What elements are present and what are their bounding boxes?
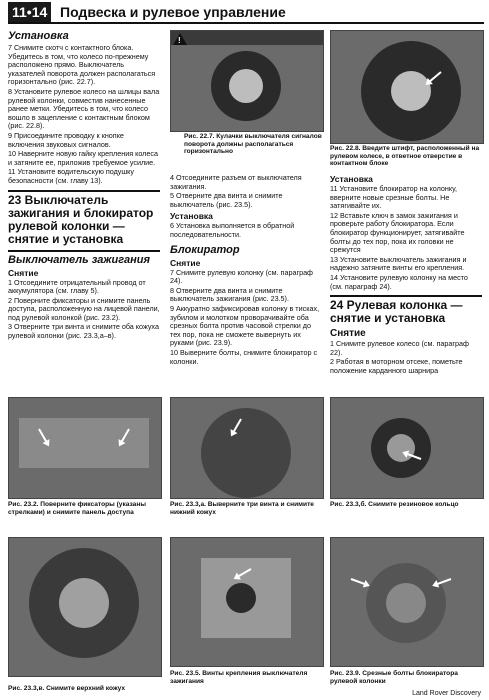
install-heading: Установка <box>8 30 69 42</box>
figure-22-7-photo <box>170 30 324 132</box>
para: 8 Отверните два винта и снимите выключатель зажигания (рис. 23.5). <box>170 285 289 304</box>
removal-heading: Снятие <box>170 257 201 268</box>
page-title: Подвеска и рулевое управление <box>60 4 286 20</box>
figure-23-5-caption: Рис. 23.5. Винты крепления выключателя зажигания <box>170 670 308 685</box>
para: 13 Установите выключатель зажигания и надежно затяните винты его крепления. <box>330 254 467 273</box>
para: 14 Установите рулевую колонку на место (см. параграф 24). <box>330 272 468 291</box>
figure-23-3a-caption: Рис. 23.3,а. Выверните три винта и снимите нижний кожух <box>170 501 314 516</box>
figure-23-3v-photo <box>8 537 162 677</box>
ignition-block <box>8 250 160 341</box>
figure-23-3b-caption: Рис. 23.3,б. Снимите резиновое кольцо <box>330 501 459 508</box>
para: 1 Снимите рулевое колесо (см. параграф 22). <box>330 339 469 357</box>
para: 11 Установите блокиратор на колонку, вверните новые срезные болты. Не затягивайте их. <box>330 184 457 211</box>
column-3 <box>330 172 482 377</box>
para: 4 Отсоедините разъем от выключателя зажигания. <box>170 173 302 191</box>
figure-23-3a-photo <box>170 397 324 499</box>
para: 5 Отверните два винта и снимите выключатель (рис. 23.5). <box>170 191 283 209</box>
para: 10 Выверните болты, снимите блокиратор с колонки. <box>170 347 318 366</box>
para: 2 Поверните фиксаторы и снимите панель доступа, расположенную на лицевой панели, под рулевой колонкой (рис. 23.2). <box>8 295 160 322</box>
figure-23-3b-photo <box>330 397 484 499</box>
figure-22-8-caption: Рис. 22.8. Введите штифт, расположенный на рулевом колесе, в ответное отверстие в контактном блоке <box>330 145 480 168</box>
para: 9 Присоедините проводку к кнопке включения звуковых сигналов. <box>8 130 124 149</box>
figure-23-9-caption: Рис. 23.9. Срезные болты блокиратора рулевой колонки <box>330 670 458 685</box>
para: 12 Вставьте ключ в замок зажигания и проверьте работу блокиратора. Если блокиратор функционирует, затягивайте болты до тех пор, пока их головки не срежутся <box>330 210 465 255</box>
section-24 <box>330 295 482 325</box>
column-1 <box>8 30 160 342</box>
para: 11 Установите водительскую подушку безопасности (см. главу 13). <box>8 167 134 185</box>
header-rule <box>8 22 484 24</box>
para: 3 Отверните три винта и снимите оба кожуха рулевой колонки (рис. 23.3,а–в). <box>8 322 159 341</box>
figure-22-7-caption: Рис. 22.7. Кулачки выключателя сигналов поворота должны располагаться горизонтально <box>184 133 322 156</box>
figure-22-8-photo <box>330 30 484 144</box>
warning-icon: ! <box>173 33 187 45</box>
para: 9 Аккуратно зафиксировав колонку в тисках, зубилом и молотком проворачивайте оба срезных болта против часовой стрелки до тех пор, пока не сможете вывернуть их руками (рис. 23.9). <box>170 303 320 348</box>
figure-23-9-photo <box>330 537 484 667</box>
column-2 <box>170 174 322 367</box>
figure-23-3v-caption: Рис. 23.3,в. Снимите верхний кожух <box>8 685 126 692</box>
section-24-title: 24 Рулевая колонка — снятие и установка <box>330 298 463 326</box>
para: 6 Установка выполняется в обратной последовательности. <box>170 221 295 239</box>
page-header <box>8 2 484 24</box>
para: 10 Наверните новую гайку крепления колеса и затяните ее, приложив требуемое усилие. <box>8 149 158 167</box>
removal-heading: Снятие <box>330 328 366 340</box>
para: 7 Снимите скотч с контактного блока. Убедитесь в том, что колесо по-прежнему расположено прямо. Выключатель указателей поворота должен располагаться горизонтально (рис. 22.7). <box>8 43 156 87</box>
removal-heading: Снятие <box>8 267 39 278</box>
figure-23-2-caption: Рис. 23.2. Поверните фиксаторы (указаны стрелками) и снимите панель доступа <box>8 501 146 516</box>
section-23-title: 23 Выключатель зажигания и блокиратор рулевой колонки — снятие и установка <box>8 192 154 246</box>
figure-23-5-photo <box>170 537 324 667</box>
footer: Land Rover Discovery <box>412 690 481 697</box>
blocker-heading: Блокиратор <box>170 243 240 256</box>
install-heading: Установка <box>330 174 373 184</box>
para: 7 Снимите рулевую колонку (см. параграф 24). <box>170 267 313 286</box>
figure-23-2-photo <box>8 397 162 499</box>
para: 1 Отсоедините отрицательный провод от аккумулятора (см. главу 5). <box>8 277 146 296</box>
chapter-number: 11•14 <box>8 2 51 22</box>
ignition-heading: Выключатель зажигания <box>8 253 150 266</box>
para: 8 Установите рулевое колесо на шлицы вала рулевой колонки, совместив нанесенные ранее метки. Убедитесь в том, что колесо вошло в зацепление с контактным блоком (рис. 22.8). <box>8 86 160 131</box>
section-23 <box>8 190 160 246</box>
para: 2 Работая в моторном отсеке, пометьте положение карданного шарнира <box>330 357 463 375</box>
install-heading: Установка <box>170 211 213 222</box>
